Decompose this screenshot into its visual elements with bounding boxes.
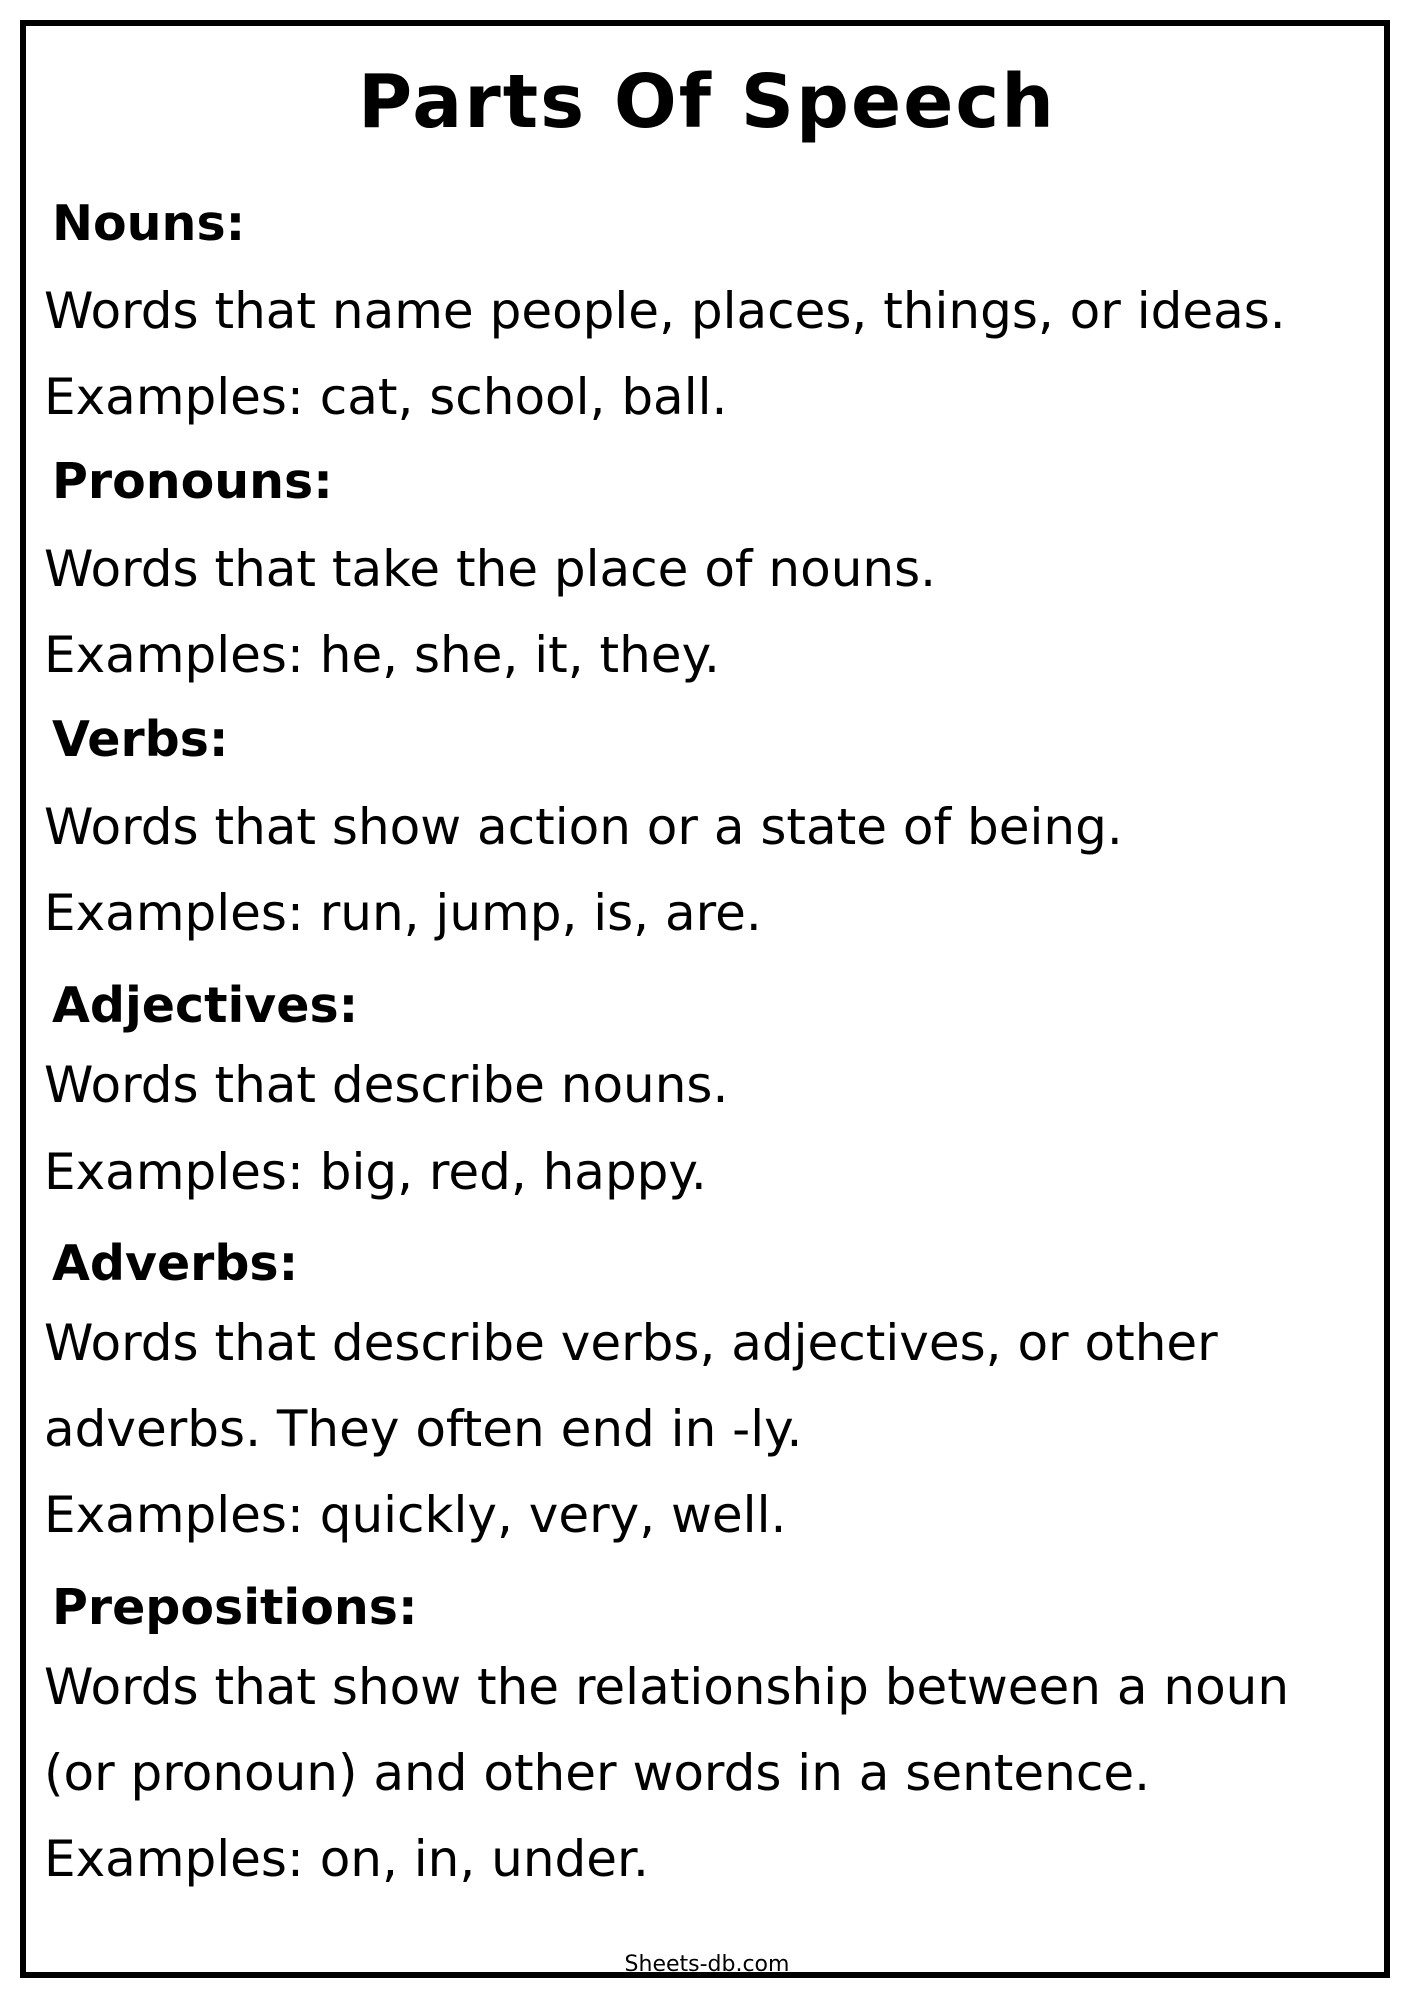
- adverbs-definition-line-1: Words that describe verbs, adjectives, or other: [44, 1314, 1218, 1372]
- verbs-definition: Words that show action or a state of being.: [44, 798, 1123, 856]
- nouns-definition: Words that name people, places, things, or ideas.: [44, 282, 1286, 340]
- verbs-examples: Examples: run, jump, is, are.: [44, 884, 762, 942]
- section-heading-prepositions: Prepositions:: [52, 1579, 418, 1636]
- pronouns-examples: Examples: he, she, it, they.: [44, 626, 720, 684]
- adjectives-definition: Words that describe nouns.: [44, 1056, 729, 1114]
- page-title: Parts Of Speech: [358, 59, 1056, 145]
- prepositions-definition-line-2: (or pronoun) and other words in a sentence.: [44, 1744, 1151, 1802]
- prepositions-definition-line-1: Words that show the relationship between a noun: [44, 1658, 1290, 1716]
- footer-source: Sheets-db.com: [624, 1952, 790, 1977]
- nouns-examples: Examples: cat, school, ball.: [44, 368, 728, 426]
- section-heading-adverbs: Adverbs:: [52, 1235, 299, 1292]
- adverbs-examples: Examples: quickly, very, well.: [44, 1486, 787, 1544]
- prepositions-examples: Examples: on, in, under.: [44, 1830, 649, 1888]
- pronouns-definition: Words that take the place of nouns.: [44, 540, 937, 598]
- adjectives-examples: Examples: big, red, happy.: [44, 1143, 707, 1201]
- adverbs-definition-line-2: adverbs. They often end in -ly.: [44, 1400, 803, 1458]
- section-heading-verbs: Verbs:: [52, 711, 229, 768]
- section-heading-nouns: Nouns:: [52, 195, 246, 252]
- section-heading-adjectives: Adjectives:: [52, 977, 359, 1034]
- section-heading-pronouns: Pronouns:: [52, 453, 333, 510]
